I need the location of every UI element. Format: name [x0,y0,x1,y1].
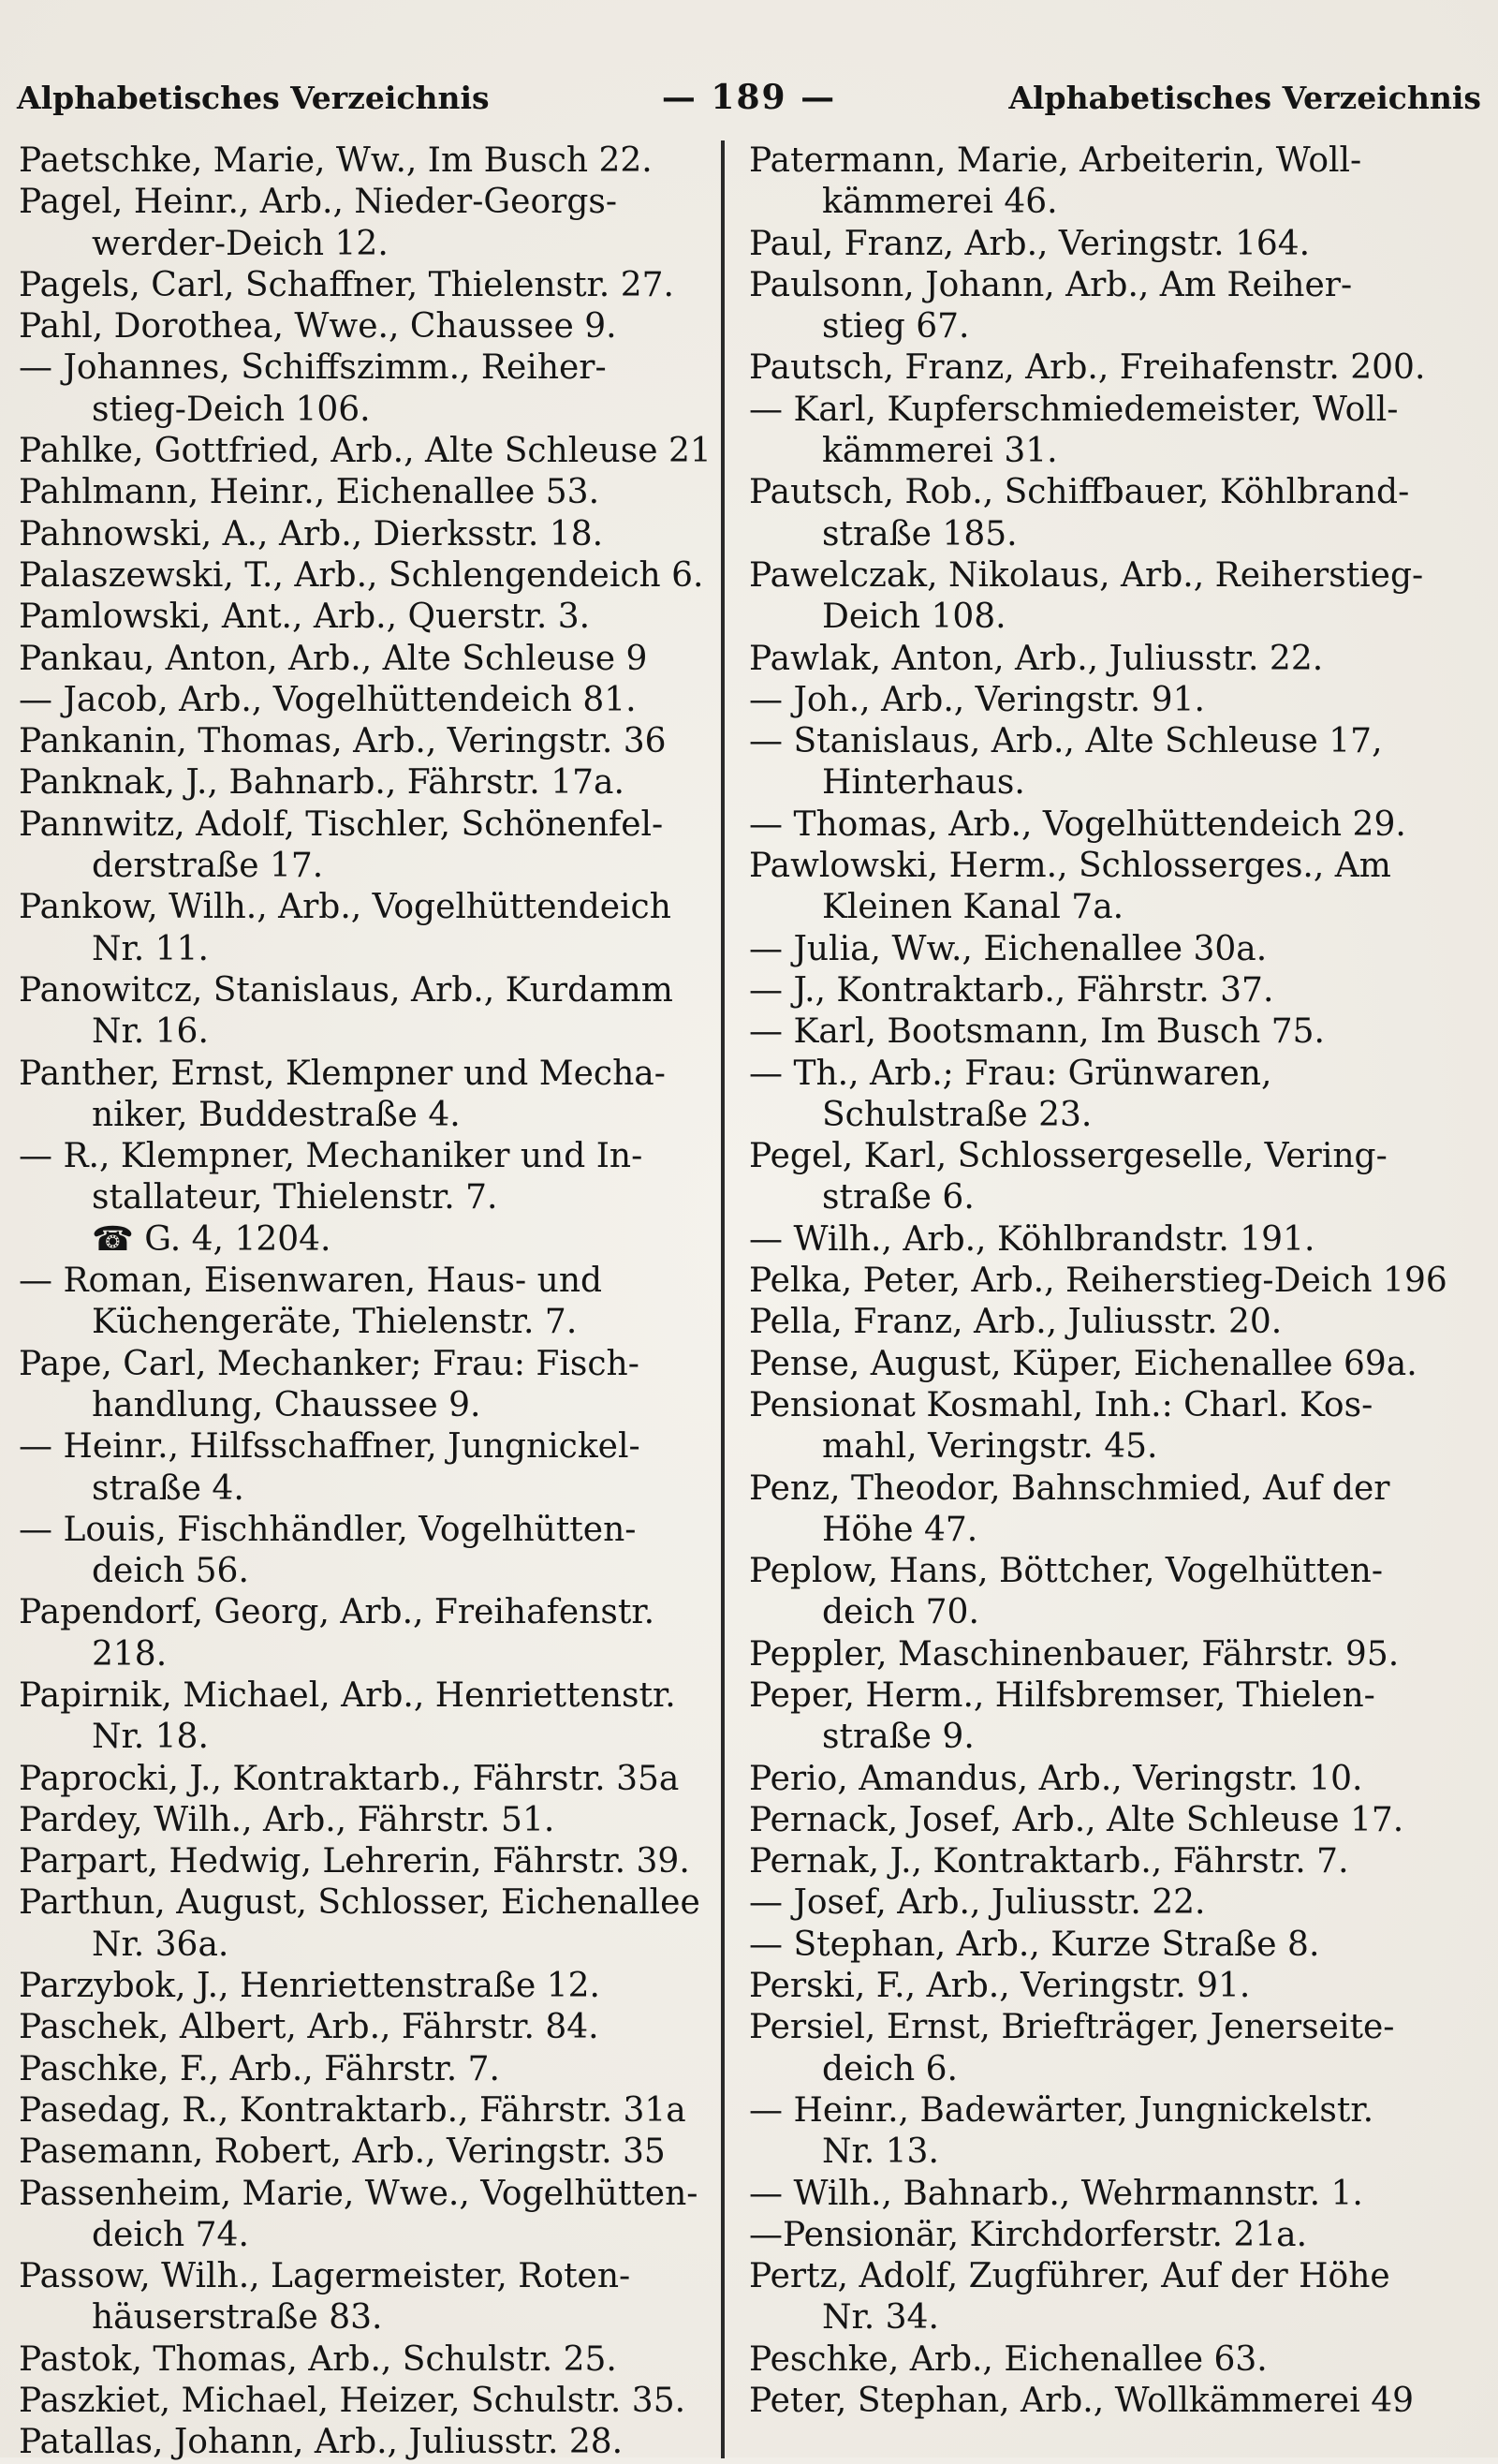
directory-entry [19,2132,712,2173]
entry-continuation: Nr. 34. [822,2298,939,2338]
directory-entry [749,929,1489,970]
directory-entry [19,1592,712,1675]
directory-entry [749,1054,1489,1137]
directory-entry [19,2339,712,2381]
directory-entry [19,2090,712,2132]
entry-continuation: Küchengeräte, Thielenstr. 7. [92,1303,578,1342]
entry-line: Panowitcz, Stanislaus, Arb., Kurdamm [19,970,673,1010]
entry-continuation: Schulstraße 23. [822,1095,1093,1134]
entry-line: — Heinr., Hilfsschaffner, Jungnickel- [19,1427,640,1467]
entry-continuation: Nr. 36a. [92,1925,229,1964]
entry-line: — Th., Arb.; Frau: Grünwaren, [749,1054,1272,1093]
directory-entry [749,846,1489,929]
directory-entry [749,1882,1489,1924]
directory-entry [749,390,1489,473]
entry-line: — Heinr., Badewärter, Jungnickelstr. [749,2090,1374,2130]
entry-line: Pasemann, Robert, Arb., Veringstr. 35 [19,2132,666,2172]
directory-entry [749,1468,1489,1552]
entry-continuation: Kleinen Kanal 7a. [822,888,1124,927]
entry-line: — Johannes, Schiffszimm., Reiher- [19,348,607,388]
entry-line: Pankanin, Thomas, Arb., Veringstr. 36 [19,722,667,761]
entry-line: Peter, Stephan, Arb., Wollkämmerei 49 [749,2382,1414,2421]
entry-line: Passenheim, Marie, Wwe., Vogelhütten- [19,2174,698,2213]
entry-line: Pernack, Josef, Arb., Alte Schleuse 17. [749,1800,1404,1839]
directory-entry [19,2381,712,2422]
directory-entry [749,2007,1489,2090]
directory-entry [749,721,1489,804]
directory-entry [19,804,712,888]
directory-entry [19,1966,712,2007]
entry-continuation: Nr. 13. [822,2132,939,2172]
directory-entry [19,721,712,762]
entry-line: — Karl, Bootsmann, Im Busch 75. [749,1012,1325,1052]
entry-continuation: Nr. 11. [92,929,209,968]
directory-entry [19,472,712,513]
entry-line: — Stephan, Arb., Kurze Straße 8. [749,1925,1320,1964]
header-right-title: Alphabetisches Verzeichnis [1008,79,1481,116]
entry-line: — Louis, Fischhändler, Vogelhütten- [19,1510,637,1549]
directory-entry [749,347,1489,389]
directory-entry [19,680,712,721]
entry-line: Peppler, Maschinenbauer, Fährstr. 95. [749,1634,1400,1674]
entry-line: —Pensionär, Kirchdorferstr. 21a. [749,2215,1308,2254]
entry-line: Pawlowski, Herm., Schlosserges., Am [749,847,1391,886]
entry-line: — J., Kontraktarb., Fährstr. 37. [749,970,1274,1010]
directory-entry [19,970,712,1054]
entry-line: Pahl, Dorothea, Wwe., Chaussee 9. [19,307,617,347]
directory-entry [19,639,712,680]
entry-line: Pahlmann, Heinr., Eichenallee 53. [19,473,600,512]
directory-entry [19,1841,712,1882]
entry-line: — Wilh., Arb., Köhlbrandstr. 191. [749,1219,1315,1259]
entry-continuation: niker, Buddestraße 4. [92,1095,461,1134]
entry-line: Parpart, Hedwig, Lehrerin, Fährstr. 39. [19,1842,690,1881]
entry-line: Pense, August, Küper, Eichenallee 69a. [749,1344,1417,1383]
entry-line: Penz, Theodor, Bahnschmied, Auf der [749,1468,1390,1508]
entry-line: Pastok, Thomas, Arb., Schulstr. 25. [19,2339,617,2379]
directory-entry [19,1261,712,1344]
directory-entry [749,2381,1489,2422]
entry-line: Parzybok, J., Henriettenstraße 12. [19,1967,600,2006]
directory-entry [19,347,712,431]
entry-line: Paprocki, J., Kontraktarb., Fährstr. 35a [19,1759,680,1798]
entry-line: Pagel, Heinr., Arb., Nieder-Georgs- [19,183,618,222]
entry-continuation: handlung, Chaussee 9. [92,1385,481,1424]
entry-line: — Joh., Arb., Veringstr. 91. [749,680,1205,719]
entry-line: Paetschke, Marie, Ww., Im Busch 22. [19,141,653,180]
entry-continuation: straße 4. [92,1468,244,1508]
entry-line: Pasedag, R., Kontraktarb., Fährstr. 31a [19,2090,686,2130]
directory-entry [749,1219,1489,1261]
directory-entry [19,1800,712,1841]
entry-continuation: stieg-Deich 106. [92,390,371,429]
entry-line: Paszkiet, Michael, Heizer, Schulstr. 35. [19,2382,686,2421]
entry-line: Papendorf, Georg, Arb., Freihafenstr. [19,1593,655,1632]
directory-entry [19,1759,712,1800]
entry-continuation: Nr. 18. [92,1718,209,1757]
entry-line: — Josef, Arb., Juliusstr. 22. [749,1883,1206,1923]
entry-line: Pankow, Wilh., Arb., Vogelhüttendeich [19,888,671,927]
directory-entry [19,2007,712,2048]
entry-continuation: Nr. 16. [92,1012,209,1052]
directory-entry [19,1344,712,1427]
entry-line: Pardey, Wilh., Arb., Fährstr. 51. [19,1800,555,1839]
left-column [19,140,712,2464]
entry-line: Paschek, Albert, Arb., Fährstr. 84. [19,2008,599,2047]
entry-line: Patermann, Marie, Arbeiterin, Woll- [749,141,1362,180]
entry-line: — Karl, Kupferschmiedemeister, Woll- [749,390,1399,429]
header-left-title: Alphabetisches Verzeichnis [17,79,490,116]
entry-line: Panknak, J., Bahnarb., Fährstr. 17a. [19,763,624,803]
directory-entry [19,555,712,597]
directory-entry [19,762,712,804]
directory-entry [749,1966,1489,2007]
directory-entry [19,887,712,970]
directory-entry [749,1344,1489,1385]
entry-continuation: straße 9. [822,1718,975,1757]
entry-line: Papirnik, Michael, Arb., Henriettenstr. [19,1675,676,1715]
entry-line: Pautsch, Rob., Schiffbauer, Köhlbrand- [749,473,1410,512]
directory-entry [749,1136,1489,1219]
directory-entry [749,2256,1489,2339]
entry-line: Perski, F., Arb., Veringstr. 91. [749,1967,1251,2006]
entry-continuation: deich 74. [92,2215,249,2254]
entry-line: Patallas, Johann, Arb., Juliusstr. 28. [19,2423,624,2462]
entry-continuation: deich 70. [822,1593,979,1632]
entry-line: — Stanislaus, Arb., Alte Schleuse 17, [749,722,1383,761]
entry-line: Perio, Amandus, Arb., Veringstr. 10. [749,1759,1363,1798]
entry-continuation: Höhe 47. [822,1510,978,1549]
directory-entry [749,2339,1489,2381]
directory-entry [19,1054,712,1137]
directory-entry [749,1759,1489,1800]
directory-entry [19,1510,712,1593]
directory-entry [19,1882,712,1966]
entry-line: Passow, Wilh., Lagermeister, Roten- [19,2257,631,2296]
directory-entry [749,2174,1489,2215]
entry-line: Paul, Franz, Arb., Veringstr. 164. [749,224,1311,263]
entry-continuation: ☎ G. 4, 1204. [92,1219,331,1259]
entry-continuation: Deich 108. [822,598,1006,637]
entry-line: — Roman, Eisenwaren, Haus- und [19,1262,603,1301]
entry-line: Pegel, Karl, Schlossergeselle, Vering- [749,1137,1388,1176]
entry-continuation: derstraße 17. [92,847,324,886]
directory-entry [749,1675,1489,1759]
entry-line: Pape, Carl, Mechanker; Frau: Fisch- [19,1344,639,1383]
directory-entry [749,2215,1489,2256]
entry-line: Pernak, J., Kontraktarb., Fährstr. 7. [749,1842,1349,1881]
entry-continuation: werder-Deich 12. [92,224,389,263]
directory-entry [749,680,1489,721]
entry-continuation: kämmerei 46. [822,183,1058,222]
entry-line: Pannwitz, Adolf, Tischler, Schönenfel- [19,804,664,844]
entry-continuation: stallateur, Thielenstr. 7. [92,1178,498,1217]
directory-entry [749,140,1489,224]
entry-line: — Julia, Ww., Eichenallee 30a. [749,929,1268,968]
entry-line: Pawlak, Anton, Arb., Juliusstr. 22. [749,639,1324,678]
entry-line: Peper, Herm., Hilfsbremser, Thielen- [749,1675,1375,1715]
directory-entry [749,804,1489,846]
directory-entry [749,970,1489,1011]
entry-line: Pankau, Anton, Arb., Alte Schleuse 9 [19,639,648,678]
entry-line: Parthun, August, Schlosser, Eichenallee [19,1883,700,1923]
directory-entry [749,1385,1489,1468]
directory-entry [19,2049,712,2090]
directory-entry [749,2090,1489,2174]
directory-entry [749,224,1489,265]
directory-entry [19,1136,712,1261]
directory-entry [749,1841,1489,1882]
entry-continuation: straße 185. [822,514,1018,553]
entry-continuation: mahl, Veringstr. 45. [822,1427,1158,1467]
entry-line: Pensionat Kosmahl, Inh.: Charl. Kos- [749,1385,1373,1424]
entry-line: Persiel, Ernst, Briefträger, Jenerseite- [749,2008,1395,2047]
entry-line: Pahnowski, A., Arb., Dierksstr. 18. [19,514,604,553]
entry-line: Paulsonn, Johann, Arb., Am Reiher- [749,265,1353,304]
entry-line: Panther, Ernst, Klempner und Mecha- [19,1054,666,1093]
directory-entry [19,514,712,555]
entry-line: Pella, Franz, Arb., Juliusstr. 20. [749,1303,1283,1342]
entry-line: Paschke, F., Arb., Fährstr. 7. [19,2049,501,2088]
entry-continuation: Hinterhaus. [822,763,1025,803]
directory-entry [19,597,712,638]
entry-continuation: straße 6. [822,1178,975,1217]
entry-continuation: 218. [92,1634,168,1674]
directory-entry [19,2174,712,2257]
page-header [17,71,1481,124]
entry-line: Pelka, Peter, Arb., Reiherstieg-Deich 196 [749,1262,1447,1301]
column-divider [721,140,725,2458]
entry-line: — R., Klempner, Mechaniker und In- [19,1137,643,1176]
entry-line: Pertz, Adolf, Zugführer, Auf der Höhe [749,2257,1390,2296]
right-column [749,140,1489,2422]
directory-entry [19,140,712,182]
directory-entry [19,182,712,265]
entry-line: Pawelczak, Nikolaus, Arb., Reiherstieg- [749,555,1424,595]
entry-line: Pagels, Carl, Schaffner, Thielenstr. 27. [19,265,674,304]
entry-line: — Wilh., Bahnarb., Wehrmannstr. 1. [749,2174,1363,2213]
directory-entry [749,1011,1489,1053]
entry-line: — Jacob, Arb., Vogelhüttendeich 81. [19,680,637,719]
directory-entry [19,1675,712,1759]
directory-entry [749,1800,1489,1841]
directory-entry [749,1302,1489,1343]
entry-line: Palaszewski, T., Arb., Schlengendeich 6. [19,555,704,595]
directory-entry [19,306,712,347]
entry-continuation: stieg 67. [822,307,970,347]
entry-continuation: kämmerei 31. [822,432,1058,471]
directory-entry [19,1426,712,1510]
directory-entry [749,1261,1489,1302]
directory-entry [749,265,1489,348]
directory-entry [749,1634,1489,1675]
entry-continuation: deich 6. [822,2049,959,2088]
directory-entry [19,431,712,472]
entry-line: Pahlke, Gottfried, Arb., Alte Schleuse 21 [19,432,712,471]
entry-line: — Thomas, Arb., Vogelhüttendeich 29. [749,804,1406,844]
entry-continuation: deich 56. [92,1552,249,1591]
entry-line: Pamlowski, Ant., Arb., Querstr. 3. [19,598,591,637]
directory-entry [749,472,1489,555]
entry-line: Peschke, Arb., Eichenallee 63. [749,2339,1268,2379]
directory-entry [749,555,1489,639]
page-number: — 189 — [661,78,837,117]
directory-entry [749,1925,1489,1966]
directory-entry [19,265,712,306]
directory-entry [19,2256,712,2339]
entry-line: Pautsch, Franz, Arb., Freihafenstr. 200. [749,348,1426,388]
directory-entry [749,1551,1489,1634]
entry-continuation: häuserstraße 83. [92,2298,383,2338]
directory-entry [749,639,1489,680]
entry-line: Peplow, Hans, Böttcher, Vogelhütten- [749,1552,1384,1591]
